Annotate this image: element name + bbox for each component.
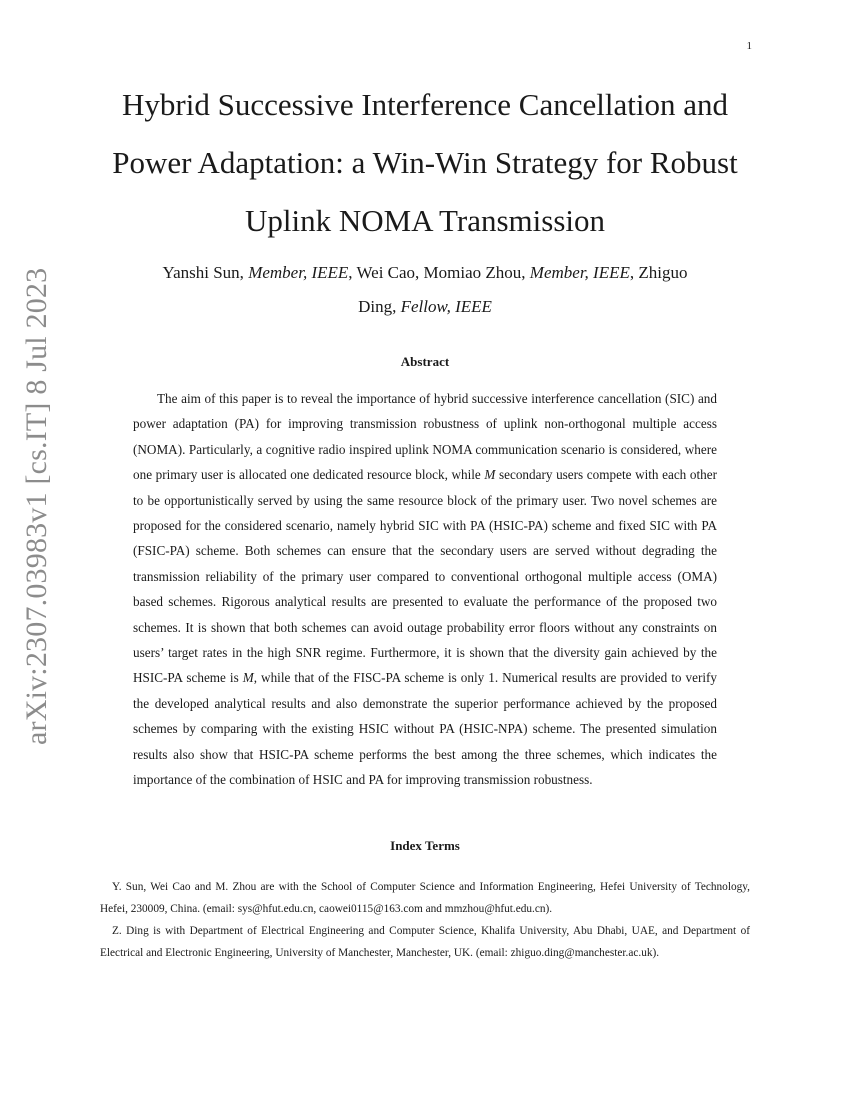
author-list (108, 256, 742, 324)
math-symbol: M (484, 467, 496, 483)
author-text: Ding, (358, 297, 401, 316)
abstract-text (133, 386, 717, 793)
author-text: , Zhiguo (629, 263, 688, 282)
page-number: 1 (746, 40, 752, 52)
affiliation-footnotes (100, 876, 750, 964)
abstract-part: , while that of the FISC-PA scheme is only 1. Numerical results are provided to verify the developed analytical results and also demonstrate the superior performance achieved by the proposed schemes by comparing with the existing HSIC without PA (HSIC-NPA) scheme. The presented simulation results also show that HSIC-PA scheme performs the best among the three schemes, which indicates the importance of the combination of HSIC and PA for improving transmission robustness. (133, 670, 717, 788)
author-line-2 (108, 290, 742, 324)
author-line-1 (108, 256, 742, 290)
abstract-part: secondary users compete with each other to be opportunistically served by using the same resource block of the primary user. Two novel schemes are proposed for the considered scenario, namely hybrid SIC with PA (HSIC-PA) scheme and fixed SIC with PA (FSIC-PA) scheme. Both schemes can ensure that the secondary users are served without degrading the transmission reliability of the primary user compared to conventional orthogonal multiple access (OMA) based schemes. Rigorous analytical results are presented to evaluate the performance of the proposed two schemes. It is shown that both schemes can avoid outage probability error floors without any constraints on users’ target rates in the high SNR regime. Furthermore, it is shown that the diversity gain achieved by the HSIC-PA scheme is (133, 467, 717, 686)
math-symbol: M (242, 670, 254, 686)
footnote: Y. Sun, Wei Cao and M. Zhou are with the School of Computer Science and Information Engineering, Hefei University of Technology, Hefei, 230009, China. (email: sys@hfut.edu.cn, caowei0115@163.com and mmzhou@hfut.edu.cn). (100, 881, 750, 915)
author-affiliation-title: Fellow, IEEE (400, 297, 492, 316)
arxiv-identifier-stamp: arXiv:2307.03983v1 [cs.IT] 8 Jul 2023 (20, 267, 53, 745)
author-text: , Wei Cao, Momiao Zhou, (348, 263, 530, 282)
footnote: Z. Ding is with Department of Electrical Engineering and Computer Science, Khalifa University, Abu Dhabi, UAE, and Department of Electrical and Electronic Engineering, University of Manchester, Manchester, UK. (email: zhiguo.ding@manchester.ac.uk). (100, 925, 750, 959)
author-text: Yanshi Sun, (162, 263, 249, 282)
author-affiliation-title: Member, IEEE (248, 263, 349, 282)
index-terms-heading: Index Terms (390, 838, 460, 853)
abstract-heading: Abstract (400, 354, 450, 369)
paper-title: Hybrid Successive Interference Cancellation and Power Adaptation: a Win-Win Strategy for Robust Uplink NOMA Transmission (112, 87, 738, 238)
author-affiliation-title: Member, IEEE (529, 263, 630, 282)
abstract-part: The aim of this paper is to reveal the importance of hybrid successive interference cancellation (SIC) and power adaptation (PA) for improving transmission robustness of uplink non-orthogonal multiple access (NOMA). Particularly, a cognitive radio inspired uplink NOMA communication scenario is considered, where one primary user is allocated one dedicated resource block, while (133, 391, 717, 483)
